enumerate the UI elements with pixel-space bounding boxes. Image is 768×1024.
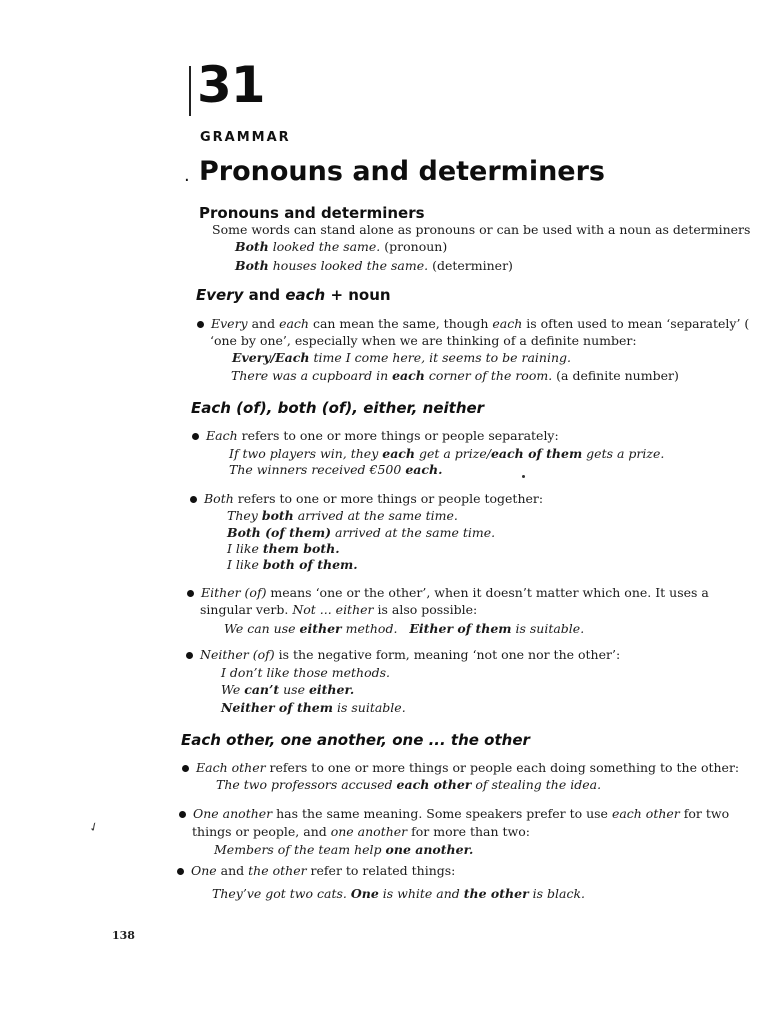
bullet-text: Each other refers to one or more things or people each doing something to the other: xyxy=(196,760,740,775)
bullet xyxy=(177,868,184,875)
example-line: Members of the team help one another. xyxy=(214,842,474,857)
bullet-text: Every and each can mean the same, though each is often used to mean ‘separately’ ( xyxy=(211,316,750,331)
example-line: I don’t like those methods. xyxy=(221,665,391,680)
example-line: We can’t use either. xyxy=(221,682,355,697)
example-line: If two players win, they each get a prize/each of them gets a prize. xyxy=(229,446,665,461)
section-heading-each-other: Each other, one another, one ... the other xyxy=(181,731,530,749)
unit-number: 31 xyxy=(197,56,265,114)
bullet xyxy=(192,433,199,440)
bullet-text: Either (of) means ‘one or the other’, when it doesn’t matter which one. It uses a xyxy=(201,585,709,600)
example-line: Both houses looked the same. (determiner) xyxy=(235,258,513,273)
bullet xyxy=(197,321,204,328)
page-number: 138 xyxy=(112,929,135,942)
bullet xyxy=(186,652,193,659)
example-line: Both (of them) arrived at the same time. xyxy=(227,525,496,540)
bullet-text: things or people, and one another for more than two: xyxy=(192,824,530,839)
bullet-text: Neither (of) is the negative form, meaning ‘not one nor the other’: xyxy=(200,647,621,662)
section-heading-every-each: Every and each + noun xyxy=(196,286,391,304)
bullet xyxy=(182,765,189,772)
bullet-text: One and the other refer to related things: xyxy=(191,863,456,878)
example-line: I like both of them. xyxy=(227,557,358,572)
example-line: The two professors accused each other of stealing the idea. xyxy=(216,777,602,792)
example-line: I like them both. xyxy=(227,541,340,556)
example-line: They both arrived at the same time. xyxy=(227,508,458,523)
bullet xyxy=(179,811,186,818)
example-line: We can use either method. Either of them is suitable. xyxy=(224,621,585,636)
page-title: Pronouns and determiners xyxy=(199,156,605,187)
example-line: They’ve got two cats. One is white and the other is black. xyxy=(212,886,586,901)
bullet xyxy=(190,496,197,503)
margin-mark: ✓ xyxy=(86,818,102,836)
unit-label: GRAMMAR xyxy=(200,130,291,145)
section-heading-pronouns: Pronouns and determiners xyxy=(199,204,425,222)
example-line: Neither of them is suitable. xyxy=(221,700,406,715)
bullet xyxy=(187,590,194,597)
bullet-text: One another has the same meaning. Some speakers prefer to use each other for two xyxy=(193,806,730,821)
bullet-text: singular verb. Not ... either is also possible: xyxy=(200,602,478,617)
example-line: Every/Each time I come here, it seems to be raining. xyxy=(232,350,571,365)
unit-marker-bar xyxy=(189,66,191,116)
example-line: There was a cupboard in each corner of the room. (a definite number) xyxy=(231,368,679,383)
bullet-text: Each refers to one or more things or people separately: xyxy=(206,428,559,443)
example-line: Both looked the same. (pronoun) xyxy=(235,239,448,254)
title-dot: . xyxy=(184,165,190,186)
example-line: The winners received €500 each. xyxy=(229,462,443,477)
section1-text: Some words can stand alone as pronouns or can be used with a noun as determiners xyxy=(212,222,751,237)
bullet-text: Both refers to one or more things or people together: xyxy=(204,491,544,506)
section-heading-each-both: Each (of), both (of), either, neither xyxy=(191,399,485,417)
stray-mark xyxy=(522,475,525,478)
bullet-text: ‘one by one’, especially when we are thinking of a definite number: xyxy=(210,333,637,348)
